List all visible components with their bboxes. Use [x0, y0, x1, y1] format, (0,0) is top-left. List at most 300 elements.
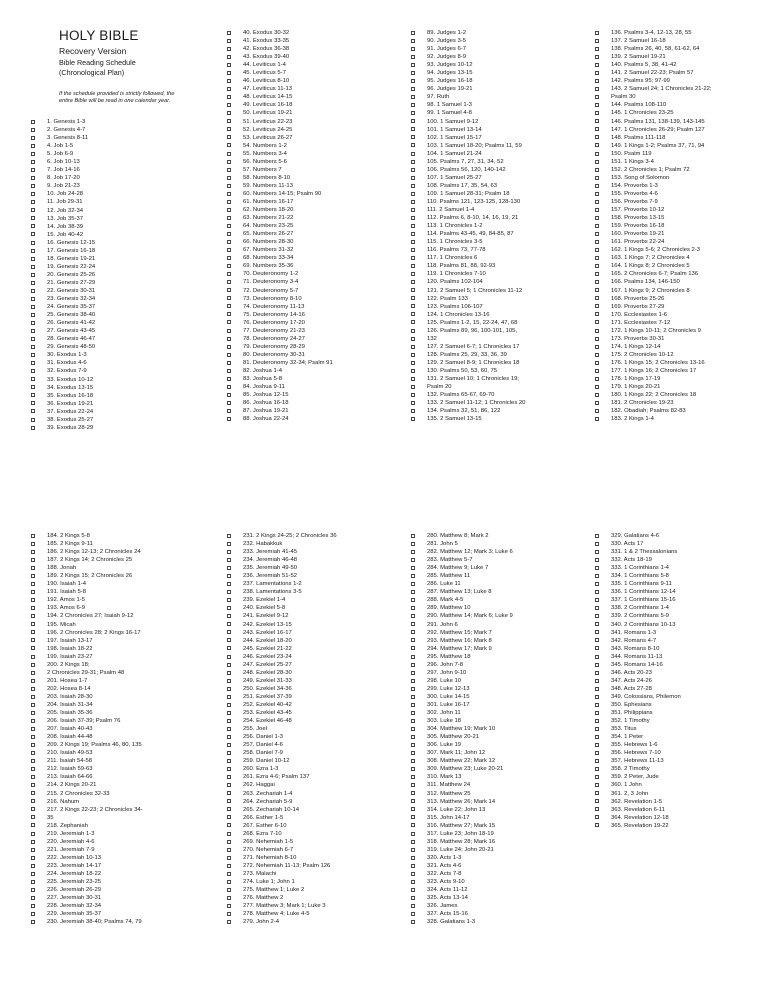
checkbox[interactable]	[227, 345, 231, 349]
checkbox[interactable]	[411, 791, 415, 795]
checkbox[interactable]	[595, 160, 599, 164]
checkbox[interactable]	[227, 369, 231, 373]
checkbox[interactable]	[227, 558, 231, 562]
checkbox[interactable]	[227, 904, 231, 908]
checkbox[interactable]	[595, 55, 599, 59]
checkbox[interactable]	[227, 815, 231, 819]
checkbox[interactable]	[595, 823, 599, 827]
checkbox[interactable]	[411, 272, 415, 276]
checkbox[interactable]	[411, 401, 415, 405]
checkbox[interactable]	[31, 574, 35, 578]
checkbox[interactable]	[411, 369, 415, 373]
checkbox[interactable]	[595, 574, 599, 578]
checkbox[interactable]	[411, 671, 415, 675]
checkbox[interactable]	[227, 735, 231, 739]
checkbox[interactable]	[595, 63, 599, 67]
checkbox[interactable]	[595, 566, 599, 570]
checkbox[interactable]	[31, 767, 35, 771]
checkbox[interactable]	[595, 296, 599, 300]
checkbox[interactable]	[31, 832, 35, 836]
checkbox[interactable]	[227, 119, 231, 123]
checkbox[interactable]	[31, 566, 35, 570]
checkbox[interactable]	[595, 679, 599, 683]
checkbox[interactable]	[227, 695, 231, 699]
checkbox[interactable]	[227, 912, 231, 916]
checkbox[interactable]	[411, 248, 415, 252]
checkbox[interactable]	[31, 426, 35, 430]
checkbox[interactable]	[227, 550, 231, 554]
checkbox[interactable]	[411, 550, 415, 554]
checkbox[interactable]	[31, 353, 35, 357]
checkbox[interactable]	[411, 417, 415, 421]
checkbox[interactable]	[31, 337, 35, 341]
checkbox[interactable]	[411, 590, 415, 594]
checkbox[interactable]	[411, 823, 415, 827]
checkbox[interactable]	[595, 719, 599, 723]
checkbox[interactable]	[411, 280, 415, 284]
checkbox[interactable]	[31, 663, 35, 667]
checkbox[interactable]	[227, 751, 231, 755]
checkbox[interactable]	[411, 361, 415, 365]
checkbox[interactable]	[411, 160, 415, 164]
checkbox[interactable]	[31, 176, 35, 180]
checkbox[interactable]	[227, 719, 231, 723]
checkbox[interactable]	[227, 320, 231, 324]
checkbox[interactable]	[227, 534, 231, 538]
checkbox[interactable]	[227, 256, 231, 260]
checkbox[interactable]	[31, 329, 35, 333]
checkbox[interactable]	[411, 799, 415, 803]
checkbox[interactable]	[595, 200, 599, 204]
checkbox[interactable]	[411, 558, 415, 562]
checkbox[interactable]	[595, 95, 599, 99]
checkbox[interactable]	[595, 111, 599, 115]
checkbox[interactable]	[227, 880, 231, 884]
checkbox[interactable]	[227, 39, 231, 43]
checkbox[interactable]	[227, 385, 231, 389]
checkbox[interactable]	[595, 87, 599, 91]
checkbox[interactable]	[227, 353, 231, 357]
checkbox[interactable]	[227, 646, 231, 650]
checkbox[interactable]	[411, 264, 415, 268]
checkbox[interactable]	[31, 345, 35, 349]
checkbox[interactable]	[31, 735, 35, 739]
checkbox[interactable]	[411, 574, 415, 578]
checkbox[interactable]	[31, 249, 35, 253]
checkbox[interactable]	[227, 176, 231, 180]
checkbox[interactable]	[411, 622, 415, 626]
checkbox[interactable]	[31, 241, 35, 245]
checkbox[interactable]	[595, 743, 599, 747]
checkbox[interactable]	[595, 401, 599, 405]
checkbox[interactable]	[227, 542, 231, 546]
checkbox[interactable]	[227, 582, 231, 586]
checkbox[interactable]	[595, 791, 599, 795]
checkbox[interactable]	[595, 79, 599, 83]
checkbox[interactable]	[411, 864, 415, 868]
checkbox[interactable]	[411, 832, 415, 836]
checkbox[interactable]	[31, 807, 35, 811]
checkbox[interactable]	[595, 417, 599, 421]
checkbox[interactable]	[411, 296, 415, 300]
checkbox[interactable]	[227, 401, 231, 405]
checkbox[interactable]	[411, 87, 415, 91]
checkbox[interactable]	[31, 160, 35, 164]
checkbox[interactable]	[595, 534, 599, 538]
checkbox[interactable]	[31, 912, 35, 916]
checkbox[interactable]	[411, 815, 415, 819]
checkbox[interactable]	[227, 224, 231, 228]
checkbox[interactable]	[595, 542, 599, 546]
checkbox[interactable]	[227, 759, 231, 763]
checkbox[interactable]	[411, 920, 415, 924]
checkbox[interactable]	[595, 711, 599, 715]
checkbox[interactable]	[595, 775, 599, 779]
checkbox[interactable]	[595, 807, 599, 811]
checkbox[interactable]	[411, 135, 415, 139]
checkbox[interactable]	[411, 143, 415, 147]
checkbox[interactable]	[595, 320, 599, 324]
checkbox[interactable]	[411, 232, 415, 236]
checkbox[interactable]	[227, 791, 231, 795]
checkbox[interactable]	[31, 727, 35, 731]
checkbox[interactable]	[227, 799, 231, 803]
checkbox[interactable]	[411, 103, 415, 107]
checkbox[interactable]	[227, 329, 231, 333]
checkbox[interactable]	[411, 888, 415, 892]
checkbox[interactable]	[227, 671, 231, 675]
checkbox[interactable]	[411, 71, 415, 75]
checkbox[interactable]	[227, 872, 231, 876]
checkbox[interactable]	[595, 216, 599, 220]
checkbox[interactable]	[227, 208, 231, 212]
checkbox[interactable]	[411, 711, 415, 715]
checkbox[interactable]	[595, 280, 599, 284]
checkbox[interactable]	[411, 47, 415, 51]
checkbox[interactable]	[595, 168, 599, 172]
checkbox[interactable]	[227, 184, 231, 188]
checkbox[interactable]	[227, 775, 231, 779]
checkbox[interactable]	[227, 216, 231, 220]
checkbox[interactable]	[31, 224, 35, 228]
checkbox[interactable]	[31, 815, 35, 819]
checkbox[interactable]	[31, 888, 35, 892]
checkbox[interactable]	[227, 614, 231, 618]
checkbox[interactable]	[227, 630, 231, 634]
checkbox[interactable]	[227, 240, 231, 244]
checkbox[interactable]	[411, 55, 415, 59]
checkbox[interactable]	[411, 679, 415, 683]
checkbox[interactable]	[595, 727, 599, 731]
checkbox[interactable]	[227, 79, 231, 83]
checkbox[interactable]	[411, 542, 415, 546]
checkbox[interactable]	[31, 823, 35, 827]
checkbox[interactable]	[227, 896, 231, 900]
checkbox[interactable]	[411, 168, 415, 172]
checkbox[interactable]	[411, 39, 415, 43]
checkbox[interactable]	[411, 393, 415, 397]
checkbox[interactable]	[31, 638, 35, 642]
checkbox[interactable]	[595, 409, 599, 413]
checkbox[interactable]	[595, 176, 599, 180]
checkbox[interactable]	[227, 638, 231, 642]
checkbox[interactable]	[31, 703, 35, 707]
checkbox[interactable]	[227, 47, 231, 51]
checkbox[interactable]	[595, 783, 599, 787]
checkbox[interactable]	[411, 534, 415, 538]
checkbox[interactable]	[227, 200, 231, 204]
checkbox[interactable]	[595, 655, 599, 659]
checkbox[interactable]	[31, 606, 35, 610]
checkbox[interactable]	[227, 783, 231, 787]
checkbox[interactable]	[595, 369, 599, 373]
checkbox[interactable]	[411, 566, 415, 570]
checkbox[interactable]	[411, 224, 415, 228]
checkbox[interactable]	[411, 256, 415, 260]
checkbox[interactable]	[411, 119, 415, 123]
checkbox[interactable]	[411, 912, 415, 916]
checkbox[interactable]	[595, 558, 599, 562]
checkbox[interactable]	[31, 864, 35, 868]
checkbox[interactable]	[31, 393, 35, 397]
checkbox[interactable]	[595, 703, 599, 707]
checkbox[interactable]	[595, 759, 599, 763]
checkbox[interactable]	[595, 71, 599, 75]
checkbox[interactable]	[595, 614, 599, 618]
checkbox[interactable]	[31, 192, 35, 196]
checkbox[interactable]	[227, 727, 231, 731]
checkbox[interactable]	[595, 208, 599, 212]
checkbox[interactable]	[31, 614, 35, 618]
checkbox[interactable]	[411, 638, 415, 642]
checkbox[interactable]	[411, 31, 415, 35]
checkbox[interactable]	[227, 135, 231, 139]
checkbox[interactable]	[411, 288, 415, 292]
checkbox[interactable]	[595, 224, 599, 228]
checkbox[interactable]	[31, 265, 35, 269]
checkbox[interactable]	[31, 305, 35, 309]
checkbox[interactable]	[31, 598, 35, 602]
checkbox[interactable]	[31, 152, 35, 156]
checkbox[interactable]	[31, 120, 35, 124]
checkbox[interactable]	[595, 232, 599, 236]
checkbox[interactable]	[227, 192, 231, 196]
checkbox[interactable]	[411, 727, 415, 731]
checkbox[interactable]	[595, 663, 599, 667]
checkbox[interactable]	[227, 127, 231, 131]
checkbox[interactable]	[31, 184, 35, 188]
checkbox[interactable]	[31, 880, 35, 884]
checkbox[interactable]	[595, 127, 599, 131]
checkbox[interactable]	[227, 87, 231, 91]
checkbox[interactable]	[595, 119, 599, 123]
checkbox[interactable]	[227, 840, 231, 844]
checkbox[interactable]	[227, 655, 231, 659]
checkbox[interactable]	[227, 264, 231, 268]
checkbox[interactable]	[31, 409, 35, 413]
checkbox[interactable]	[595, 767, 599, 771]
checkbox[interactable]	[227, 807, 231, 811]
checkbox[interactable]	[31, 687, 35, 691]
checkbox[interactable]	[227, 920, 231, 924]
checkbox[interactable]	[595, 671, 599, 675]
checkbox[interactable]	[411, 79, 415, 83]
checkbox[interactable]	[31, 799, 35, 803]
checkbox[interactable]	[595, 39, 599, 43]
checkbox[interactable]	[31, 791, 35, 795]
checkbox[interactable]	[31, 719, 35, 723]
checkbox[interactable]	[227, 296, 231, 300]
checkbox[interactable]	[595, 735, 599, 739]
checkbox[interactable]	[595, 377, 599, 381]
checkbox[interactable]	[595, 393, 599, 397]
checkbox[interactable]	[31, 783, 35, 787]
checkbox[interactable]	[411, 655, 415, 659]
checkbox[interactable]	[411, 807, 415, 811]
checkbox[interactable]	[227, 566, 231, 570]
checkbox[interactable]	[31, 775, 35, 779]
checkbox[interactable]	[411, 184, 415, 188]
checkbox[interactable]	[595, 799, 599, 803]
checkbox[interactable]	[595, 184, 599, 188]
checkbox[interactable]	[31, 289, 35, 293]
checkbox[interactable]	[227, 622, 231, 626]
checkbox[interactable]	[227, 304, 231, 308]
checkbox[interactable]	[595, 143, 599, 147]
checkbox[interactable]	[595, 329, 599, 333]
checkbox[interactable]	[595, 248, 599, 252]
checkbox[interactable]	[31, 216, 35, 220]
checkbox[interactable]	[227, 160, 231, 164]
checkbox[interactable]	[227, 703, 231, 707]
checkbox[interactable]	[227, 743, 231, 747]
checkbox[interactable]	[31, 904, 35, 908]
checkbox[interactable]	[411, 377, 415, 381]
checkbox[interactable]	[31, 534, 35, 538]
checkbox[interactable]	[411, 848, 415, 852]
checkbox[interactable]	[227, 168, 231, 172]
checkbox[interactable]	[595, 337, 599, 341]
checkbox[interactable]	[595, 312, 599, 316]
checkbox[interactable]	[31, 418, 35, 422]
checkbox[interactable]	[31, 297, 35, 301]
checkbox[interactable]	[227, 574, 231, 578]
checkbox[interactable]	[411, 111, 415, 115]
checkbox[interactable]	[227, 663, 231, 667]
checkbox[interactable]	[227, 143, 231, 147]
checkbox[interactable]	[227, 95, 231, 99]
checkbox[interactable]	[227, 111, 231, 115]
checkbox[interactable]	[31, 622, 35, 626]
checkbox[interactable]	[31, 711, 35, 715]
checkbox[interactable]	[411, 304, 415, 308]
checkbox[interactable]	[31, 136, 35, 140]
checkbox[interactable]	[411, 216, 415, 220]
checkbox[interactable]	[411, 385, 415, 389]
checkbox[interactable]	[227, 152, 231, 156]
checkbox[interactable]	[595, 47, 599, 51]
checkbox[interactable]	[31, 671, 35, 675]
checkbox[interactable]	[411, 345, 415, 349]
checkbox[interactable]	[595, 361, 599, 365]
checkbox[interactable]	[411, 743, 415, 747]
checkbox[interactable]	[31, 401, 35, 405]
checkbox[interactable]	[227, 272, 231, 276]
checkbox[interactable]	[227, 71, 231, 75]
checkbox[interactable]	[411, 695, 415, 699]
checkbox[interactable]	[595, 385, 599, 389]
checkbox[interactable]	[31, 369, 35, 373]
checkbox[interactable]	[595, 31, 599, 35]
checkbox[interactable]	[31, 232, 35, 236]
checkbox[interactable]	[595, 152, 599, 156]
checkbox[interactable]	[411, 759, 415, 763]
checkbox[interactable]	[595, 687, 599, 691]
checkbox[interactable]	[227, 393, 231, 397]
checkbox[interactable]	[227, 377, 231, 381]
checkbox[interactable]	[595, 288, 599, 292]
checkbox[interactable]	[411, 703, 415, 707]
checkbox[interactable]	[227, 823, 231, 827]
checkbox[interactable]	[227, 248, 231, 252]
checkbox[interactable]	[31, 377, 35, 381]
checkbox[interactable]	[595, 345, 599, 349]
checkbox[interactable]	[31, 695, 35, 699]
checkbox[interactable]	[31, 361, 35, 365]
checkbox[interactable]	[227, 832, 231, 836]
checkbox[interactable]	[31, 630, 35, 634]
checkbox[interactable]	[411, 312, 415, 316]
checkbox[interactable]	[31, 679, 35, 683]
checkbox[interactable]	[411, 856, 415, 860]
checkbox[interactable]	[595, 272, 599, 276]
checkbox[interactable]	[227, 856, 231, 860]
checkbox[interactable]	[227, 679, 231, 683]
checkbox[interactable]	[595, 598, 599, 602]
checkbox[interactable]	[411, 840, 415, 844]
checkbox[interactable]	[595, 135, 599, 139]
checkbox[interactable]	[227, 55, 231, 59]
checkbox[interactable]	[411, 63, 415, 67]
checkbox[interactable]	[227, 361, 231, 365]
checkbox[interactable]	[227, 864, 231, 868]
checkbox[interactable]	[411, 95, 415, 99]
checkbox[interactable]	[595, 103, 599, 107]
checkbox[interactable]	[31, 168, 35, 172]
checkbox[interactable]	[227, 31, 231, 35]
checkbox[interactable]	[227, 232, 231, 236]
checkbox[interactable]	[31, 872, 35, 876]
checkbox[interactable]	[411, 176, 415, 180]
checkbox[interactable]	[227, 598, 231, 602]
checkbox[interactable]	[227, 280, 231, 284]
checkbox[interactable]	[411, 240, 415, 244]
checkbox[interactable]	[411, 630, 415, 634]
checkbox[interactable]	[31, 743, 35, 747]
checkbox[interactable]	[595, 751, 599, 755]
checkbox[interactable]	[411, 872, 415, 876]
checkbox[interactable]	[31, 200, 35, 204]
checkbox[interactable]	[227, 767, 231, 771]
checkbox[interactable]	[595, 590, 599, 594]
checkbox[interactable]	[595, 192, 599, 196]
checkbox[interactable]	[595, 240, 599, 244]
checkbox[interactable]	[595, 582, 599, 586]
checkbox[interactable]	[227, 103, 231, 107]
checkbox[interactable]	[227, 337, 231, 341]
checkbox[interactable]	[227, 288, 231, 292]
checkbox[interactable]	[411, 735, 415, 739]
